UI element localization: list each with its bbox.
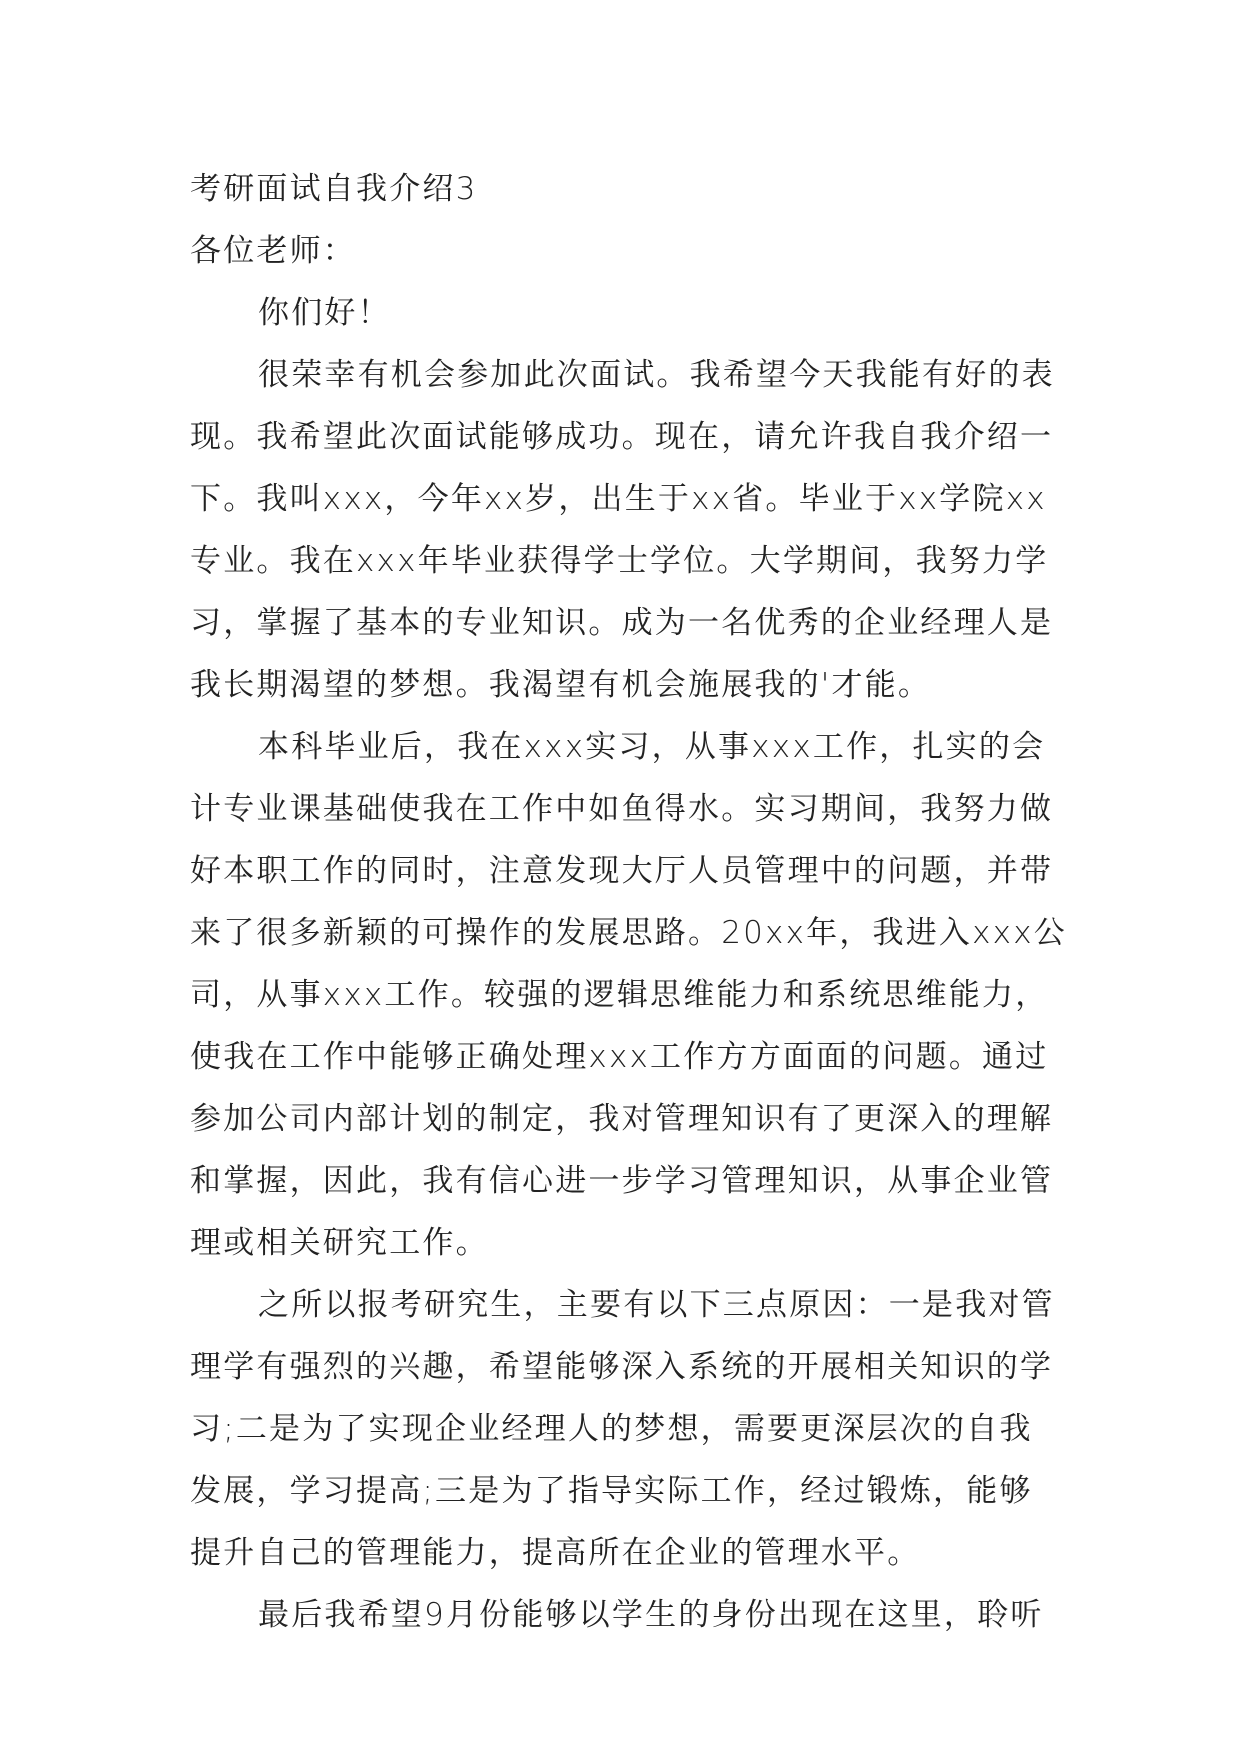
salutation: 各位老师：	[190, 233, 356, 269]
text-line: 习;二是为了实现企业经理人的梦想，需要更深层次的自我	[190, 1411, 1033, 1447]
text-line: 本科毕业后，我在xxx实习，从事xxx工作，扎实的会	[258, 729, 1046, 765]
text-line: 最后我希望9月份能够以学生的身份出现在这里，聆听	[258, 1597, 1044, 1633]
text-line: 专业。我在xxx年毕业获得学士学位。大学期间，我努力学	[190, 543, 1049, 579]
text-line: 现。我希望此次面试能够成功。现在，请允许我自我介绍一	[190, 419, 1054, 455]
text-line: 我长期渴望的梦想。我渴望有机会施展我的'才能。	[190, 667, 932, 703]
text-line: 很荣幸有机会参加此次面试。我希望今天我能有好的表	[258, 357, 1055, 393]
text-line: 好本职工作的同时，注意发现大厅人员管理中的问题，并带	[190, 853, 1054, 889]
text-line: 计专业课基础使我在工作中如鱼得水。实习期间，我努力做	[190, 791, 1054, 827]
text-line: 发展，学习提高;三是为了指导实际工作，经过锻炼，能够	[190, 1473, 1033, 1509]
text-line: 来了很多新颖的可操作的发展思路。20xx年，我进入xxx公	[190, 915, 1067, 951]
text-line: 你们好！	[258, 295, 391, 331]
text-line: 使我在工作中能够正确处理xxx工作方方面面的问题。通过	[190, 1039, 1049, 1075]
text-line: 提升自己的管理能力，提高所在企业的管理水平。	[190, 1535, 921, 1571]
text-line: 习，掌握了基本的专业知识。成为一名优秀的企业经理人是	[190, 605, 1054, 641]
text-line: 理或相关研究工作。	[190, 1225, 489, 1261]
text-line: 理学有强烈的兴趣，希望能够深入系统的开展相关知识的学	[190, 1349, 1054, 1385]
document-body	[190, 158, 1067, 1646]
text-line: 之所以报考研究生，主要有以下三点原因：一是我对管	[258, 1287, 1055, 1323]
document-title: 考研面试自我介绍3	[190, 171, 478, 207]
text-line: 和掌握，因此，我有信心进一步学习管理知识，从事企业管	[190, 1163, 1054, 1199]
text-line: 司，从事xxx工作。较强的逻辑思维能力和系统思维能力，	[190, 977, 1049, 1013]
text-line: 下。我叫xxx，今年xx岁，出生于xx省。毕业于xx学院xx	[190, 481, 1047, 517]
paragraph-lines	[190, 282, 1067, 1646]
text-line: 参加公司内部计划的制定，我对管理知识有了更深入的理解	[190, 1101, 1054, 1137]
